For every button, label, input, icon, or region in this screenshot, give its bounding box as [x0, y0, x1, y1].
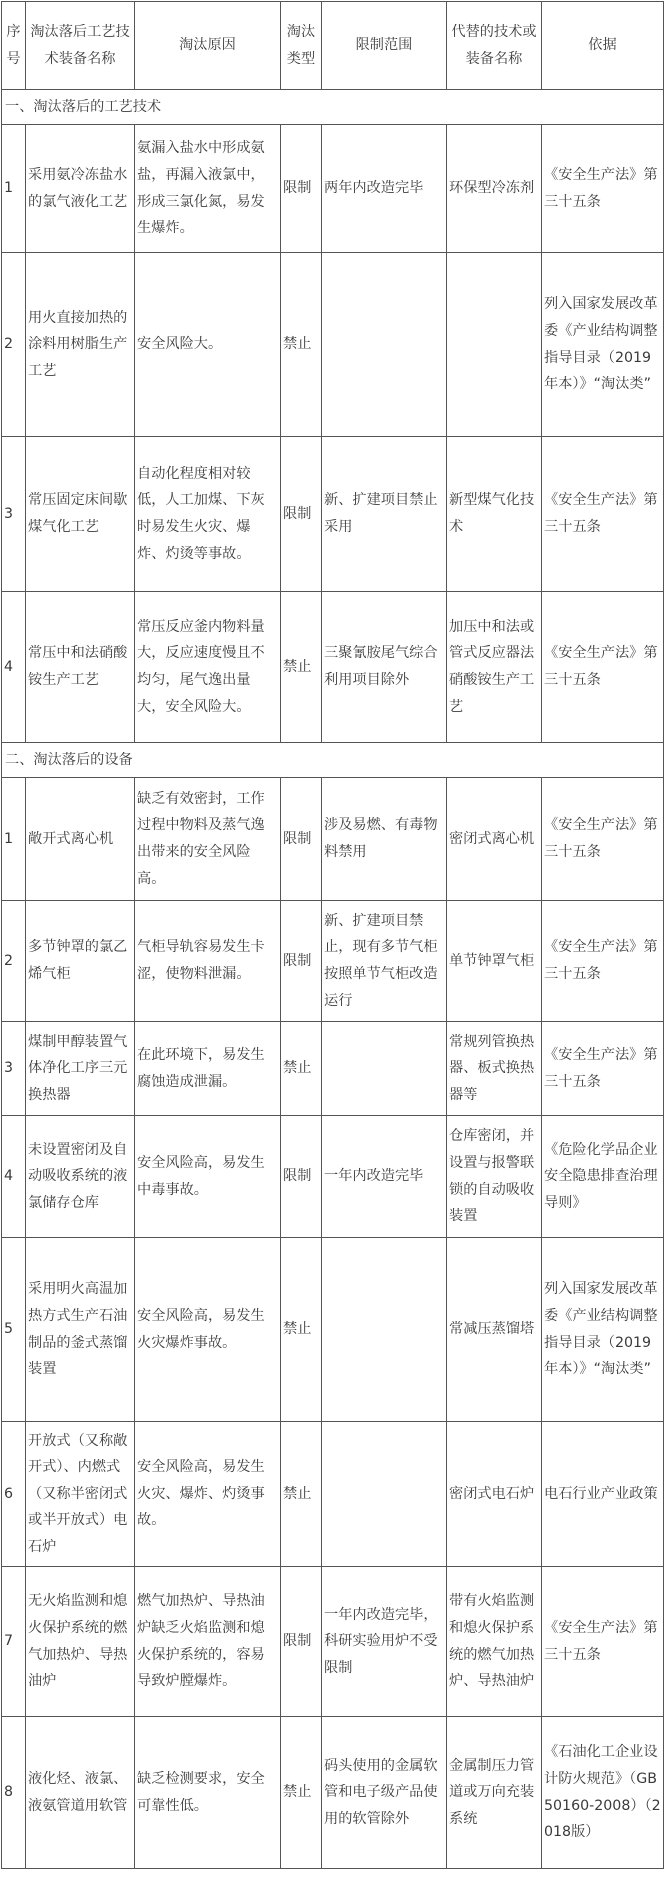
- row-scope: 两年内改造完毕: [322, 125, 447, 253]
- row-name: 常压固定床间歇煤气化工艺: [26, 437, 135, 592]
- header-basis: 依据: [542, 2, 664, 90]
- row-replacement: 环保型冷冻剂: [447, 125, 542, 253]
- row-type: 限制: [281, 778, 322, 901]
- row-no: 8: [2, 1717, 26, 1869]
- row-no: 4: [2, 592, 26, 743]
- row-reason: 缺乏检测要求，安全可靠性低。: [135, 1717, 281, 1869]
- header-reason: 淘汰原因: [135, 2, 281, 90]
- row-replacement: 仓库密闭，并设置与报警联锁的自动吸收装置: [447, 1116, 542, 1238]
- row-type: 限制: [281, 1116, 322, 1238]
- row-reason: 安全风险大。: [135, 253, 281, 437]
- row-reason: 常压反应釜内物料量大，反应速度慢且不均匀，尾气逸出量大，安全风险大。: [135, 592, 281, 743]
- row-basis: 《安全生产法》第三十五条: [542, 778, 664, 901]
- row-basis: 列入国家发展改革委《产业结构调整指导目录（2019年本）》“淘汰类”: [542, 253, 664, 437]
- row-scope: [322, 253, 447, 437]
- row-scope: 一年内改造完毕，科研实验用炉不受限制: [322, 1567, 447, 1717]
- row-basis: 《安全生产法》第三十五条: [542, 592, 664, 743]
- row-type: 禁止: [281, 1022, 322, 1116]
- row-type: 禁止: [281, 1717, 322, 1869]
- row-no: 6: [2, 1422, 26, 1567]
- row-scope: [322, 1238, 447, 1422]
- elimination-table: [1, 1, 664, 1869]
- row-replacement: 加压中和法或管式反应器法硝酸铵生产工艺: [447, 592, 542, 743]
- row-replacement: 密闭式离心机: [447, 778, 542, 901]
- row-basis: 《危险化学品企业安全隐患排查治理导则》: [542, 1116, 664, 1238]
- row-type: 限制: [281, 901, 322, 1022]
- row-no: 7: [2, 1567, 26, 1717]
- row-replacement: 单节钟罩气柜: [447, 901, 542, 1022]
- row-scope: 新、扩建项目禁止，现有多节气柜按照单节气柜改造运行: [322, 901, 447, 1022]
- row-name: 未设置密闭及自动吸收系统的液氯储存仓库: [26, 1116, 135, 1238]
- table-row: [2, 437, 664, 592]
- row-name: 用火直接加热的涂料用树脂生产工艺: [26, 253, 135, 437]
- row-type: 限制: [281, 437, 322, 592]
- row-basis: 《安全生产法》第三十五条: [542, 1567, 664, 1717]
- row-reason: 安全风险高，易发生火灾爆炸事故。: [135, 1238, 281, 1422]
- row-name: 常压中和法硝酸铵生产工艺: [26, 592, 135, 743]
- row-reason: 自动化程度相对较低，人工加煤、下灰时易发生火灾、爆炸、灼烫等事故。: [135, 437, 281, 592]
- header-no: 序号: [2, 2, 26, 90]
- table-row: [2, 1567, 664, 1717]
- row-scope: 一年内改造完毕: [322, 1116, 447, 1238]
- row-basis: 《安全生产法》第三十五条: [542, 901, 664, 1022]
- row-reason: 在此环境下，易发生腐蚀造成泄漏。: [135, 1022, 281, 1116]
- section-row: [2, 743, 664, 778]
- table-row: [2, 778, 664, 901]
- table-row: [2, 1717, 664, 1869]
- table-row: [2, 253, 664, 437]
- row-reason: 气柜导轨容易发生卡涩，使物料泄漏。: [135, 901, 281, 1022]
- table-row: [2, 1022, 664, 1116]
- table-row: [2, 901, 664, 1022]
- row-no: 5: [2, 1238, 26, 1422]
- row-basis: 《安全生产法》第三十五条: [542, 1022, 664, 1116]
- row-reason: 缺乏有效密封，工作过程中物料及蒸气逸出带来的安全风险高。: [135, 778, 281, 901]
- row-replacement: 带有火焰监测和熄火保护系统的燃气加热炉、导热油炉: [447, 1567, 542, 1717]
- table-row: [2, 1422, 664, 1567]
- section-title: 一、淘汰落后的工艺技术: [2, 90, 664, 125]
- row-replacement: 常规列管换热器、板式换热器等: [447, 1022, 542, 1116]
- row-replacement: [447, 253, 542, 437]
- row-no: 2: [2, 253, 26, 437]
- row-replacement: 密闭式电石炉: [447, 1422, 542, 1567]
- header-scope: 限制范围: [322, 2, 447, 90]
- row-type: 限制: [281, 1567, 322, 1717]
- row-type: 禁止: [281, 592, 322, 743]
- row-name: 煤制甲醇装置气体净化工序三元换热器: [26, 1022, 135, 1116]
- row-reason: 氨漏入盐水中形成氨盐，再漏入液氯中，形成三氯化氮，易发生爆炸。: [135, 125, 281, 253]
- row-name: 无火焰监测和熄火保护系统的燃气加热炉、导热油炉: [26, 1567, 135, 1717]
- row-scope: [322, 1022, 447, 1116]
- header-name: 淘汰落后工艺技术装备名称: [26, 2, 135, 90]
- row-type: 禁止: [281, 253, 322, 437]
- row-basis: 《安全生产法》第三十五条: [542, 125, 664, 253]
- table-row: [2, 125, 664, 253]
- row-reason: 安全风险高，易发生中毒事故。: [135, 1116, 281, 1238]
- row-no: 3: [2, 1022, 26, 1116]
- row-basis: 《安全生产法》第三十五条: [542, 437, 664, 592]
- table-row: [2, 1116, 664, 1238]
- row-name: 多节钟罩的氯乙烯气柜: [26, 901, 135, 1022]
- row-no: 2: [2, 901, 26, 1022]
- row-no: 1: [2, 778, 26, 901]
- row-basis: 列入国家发展改革委《产业结构调整指导目录（2019年本）》“淘汰类”: [542, 1238, 664, 1422]
- row-no: 4: [2, 1116, 26, 1238]
- row-type: 禁止: [281, 1422, 322, 1567]
- row-type: 限制: [281, 125, 322, 253]
- row-type: 禁止: [281, 1238, 322, 1422]
- row-name: 采用明火高温加热方式生产石油制品的釜式蒸馏装置: [26, 1238, 135, 1422]
- row-scope: 新、扩建项目禁止采用: [322, 437, 447, 592]
- header-type: 淘汰类型: [281, 2, 322, 90]
- row-replacement: 金属制压力管道或万向充装系统: [447, 1717, 542, 1869]
- row-scope: 涉及易燃、有毒物料禁用: [322, 778, 447, 901]
- row-basis: 电石行业产业政策: [542, 1422, 664, 1567]
- section-row: [2, 90, 664, 125]
- row-name: 敞开式离心机: [26, 778, 135, 901]
- row-no: 3: [2, 437, 26, 592]
- row-scope: 码头使用的金属软管和电子级产品使用的软管除外: [322, 1717, 447, 1869]
- table-row: [2, 592, 664, 743]
- header-replacement: 代替的技术或装备名称: [447, 2, 542, 90]
- row-name: 液化烃、液氯、液氨管道用软管: [26, 1717, 135, 1869]
- row-scope: [322, 1422, 447, 1567]
- section-title: 二、淘汰落后的设备: [2, 743, 664, 778]
- row-scope: 三聚氰胺尾气综合利用项目除外: [322, 592, 447, 743]
- row-reason: 安全风险高，易发生火灾、爆炸、灼烫事故。: [135, 1422, 281, 1567]
- row-basis: 《石油化工企业设计防火规范》（GB 50160-2008）（2018版）: [542, 1717, 664, 1869]
- row-reason: 燃气加热炉、导热油炉缺乏火焰监测和熄火保护系统的，容易导致炉膛爆炸。: [135, 1567, 281, 1717]
- row-name: 采用氨冷冻盐水的氯气液化工艺: [26, 125, 135, 253]
- header-row: [2, 2, 664, 90]
- row-no: 1: [2, 125, 26, 253]
- table-row: [2, 1238, 664, 1422]
- row-name: 开放式（又称敞开式）、内燃式（又称半密闭式或半开放式）电石炉: [26, 1422, 135, 1567]
- row-replacement: 常减压蒸馏塔: [447, 1238, 542, 1422]
- row-replacement: 新型煤气化技术: [447, 437, 542, 592]
